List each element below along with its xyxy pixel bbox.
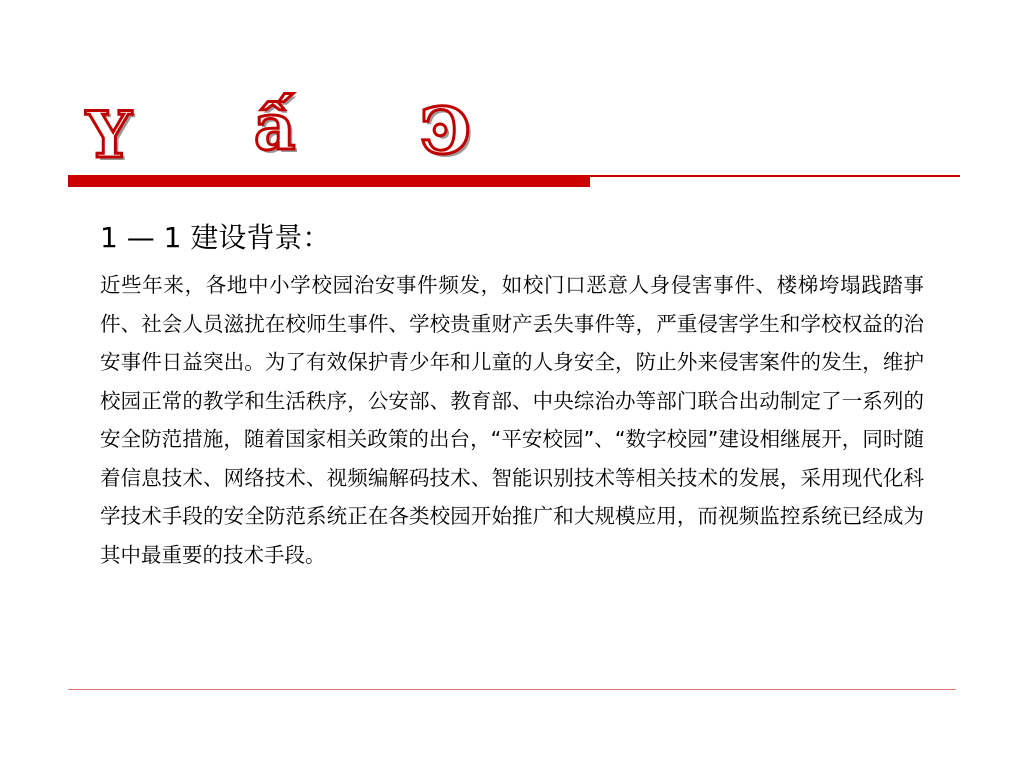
section-title: 1 — 1 建设背景： <box>100 221 331 254</box>
title-underline-rule <box>590 175 960 177</box>
body-paragraph: 近些年来，各地中小学校园治安事件频发，如校门口恶意人身侵害事件、楼梯垮塌践踏事件、社会人员滋扰在校师生事件、学校贵重财产丢失事件等，严重侵害学生和学校权益的治安事件日益突出。为了有效保护青少年和儿童的人身安全，防止外来侵害案件的发生，维护校园正常的教学和生活秩序，公安部、教育部、中央综治办等部门联合出动制定了一系列的安全防范措施，随着国家相关政策的出台，“平安校园”、“数字校园”建设相继展开，同时随着信息技术、网络技术、视频编解码技术、智能识别技术等相关技术的发展，采用现代化科学技术手段的安全防范系统正在各类校园开始推广和大规模应用，而视频监控系统已经成为其中最重要的技术手段。 <box>100 273 924 567</box>
footer-divider <box>68 689 956 690</box>
decorative-glyph: Ͽ <box>420 94 471 169</box>
decorative-glyph: Y <box>86 98 132 173</box>
title-underline-bar <box>68 175 590 187</box>
decorative-heading <box>86 90 526 173</box>
decorative-glyph: ấ <box>254 90 296 165</box>
